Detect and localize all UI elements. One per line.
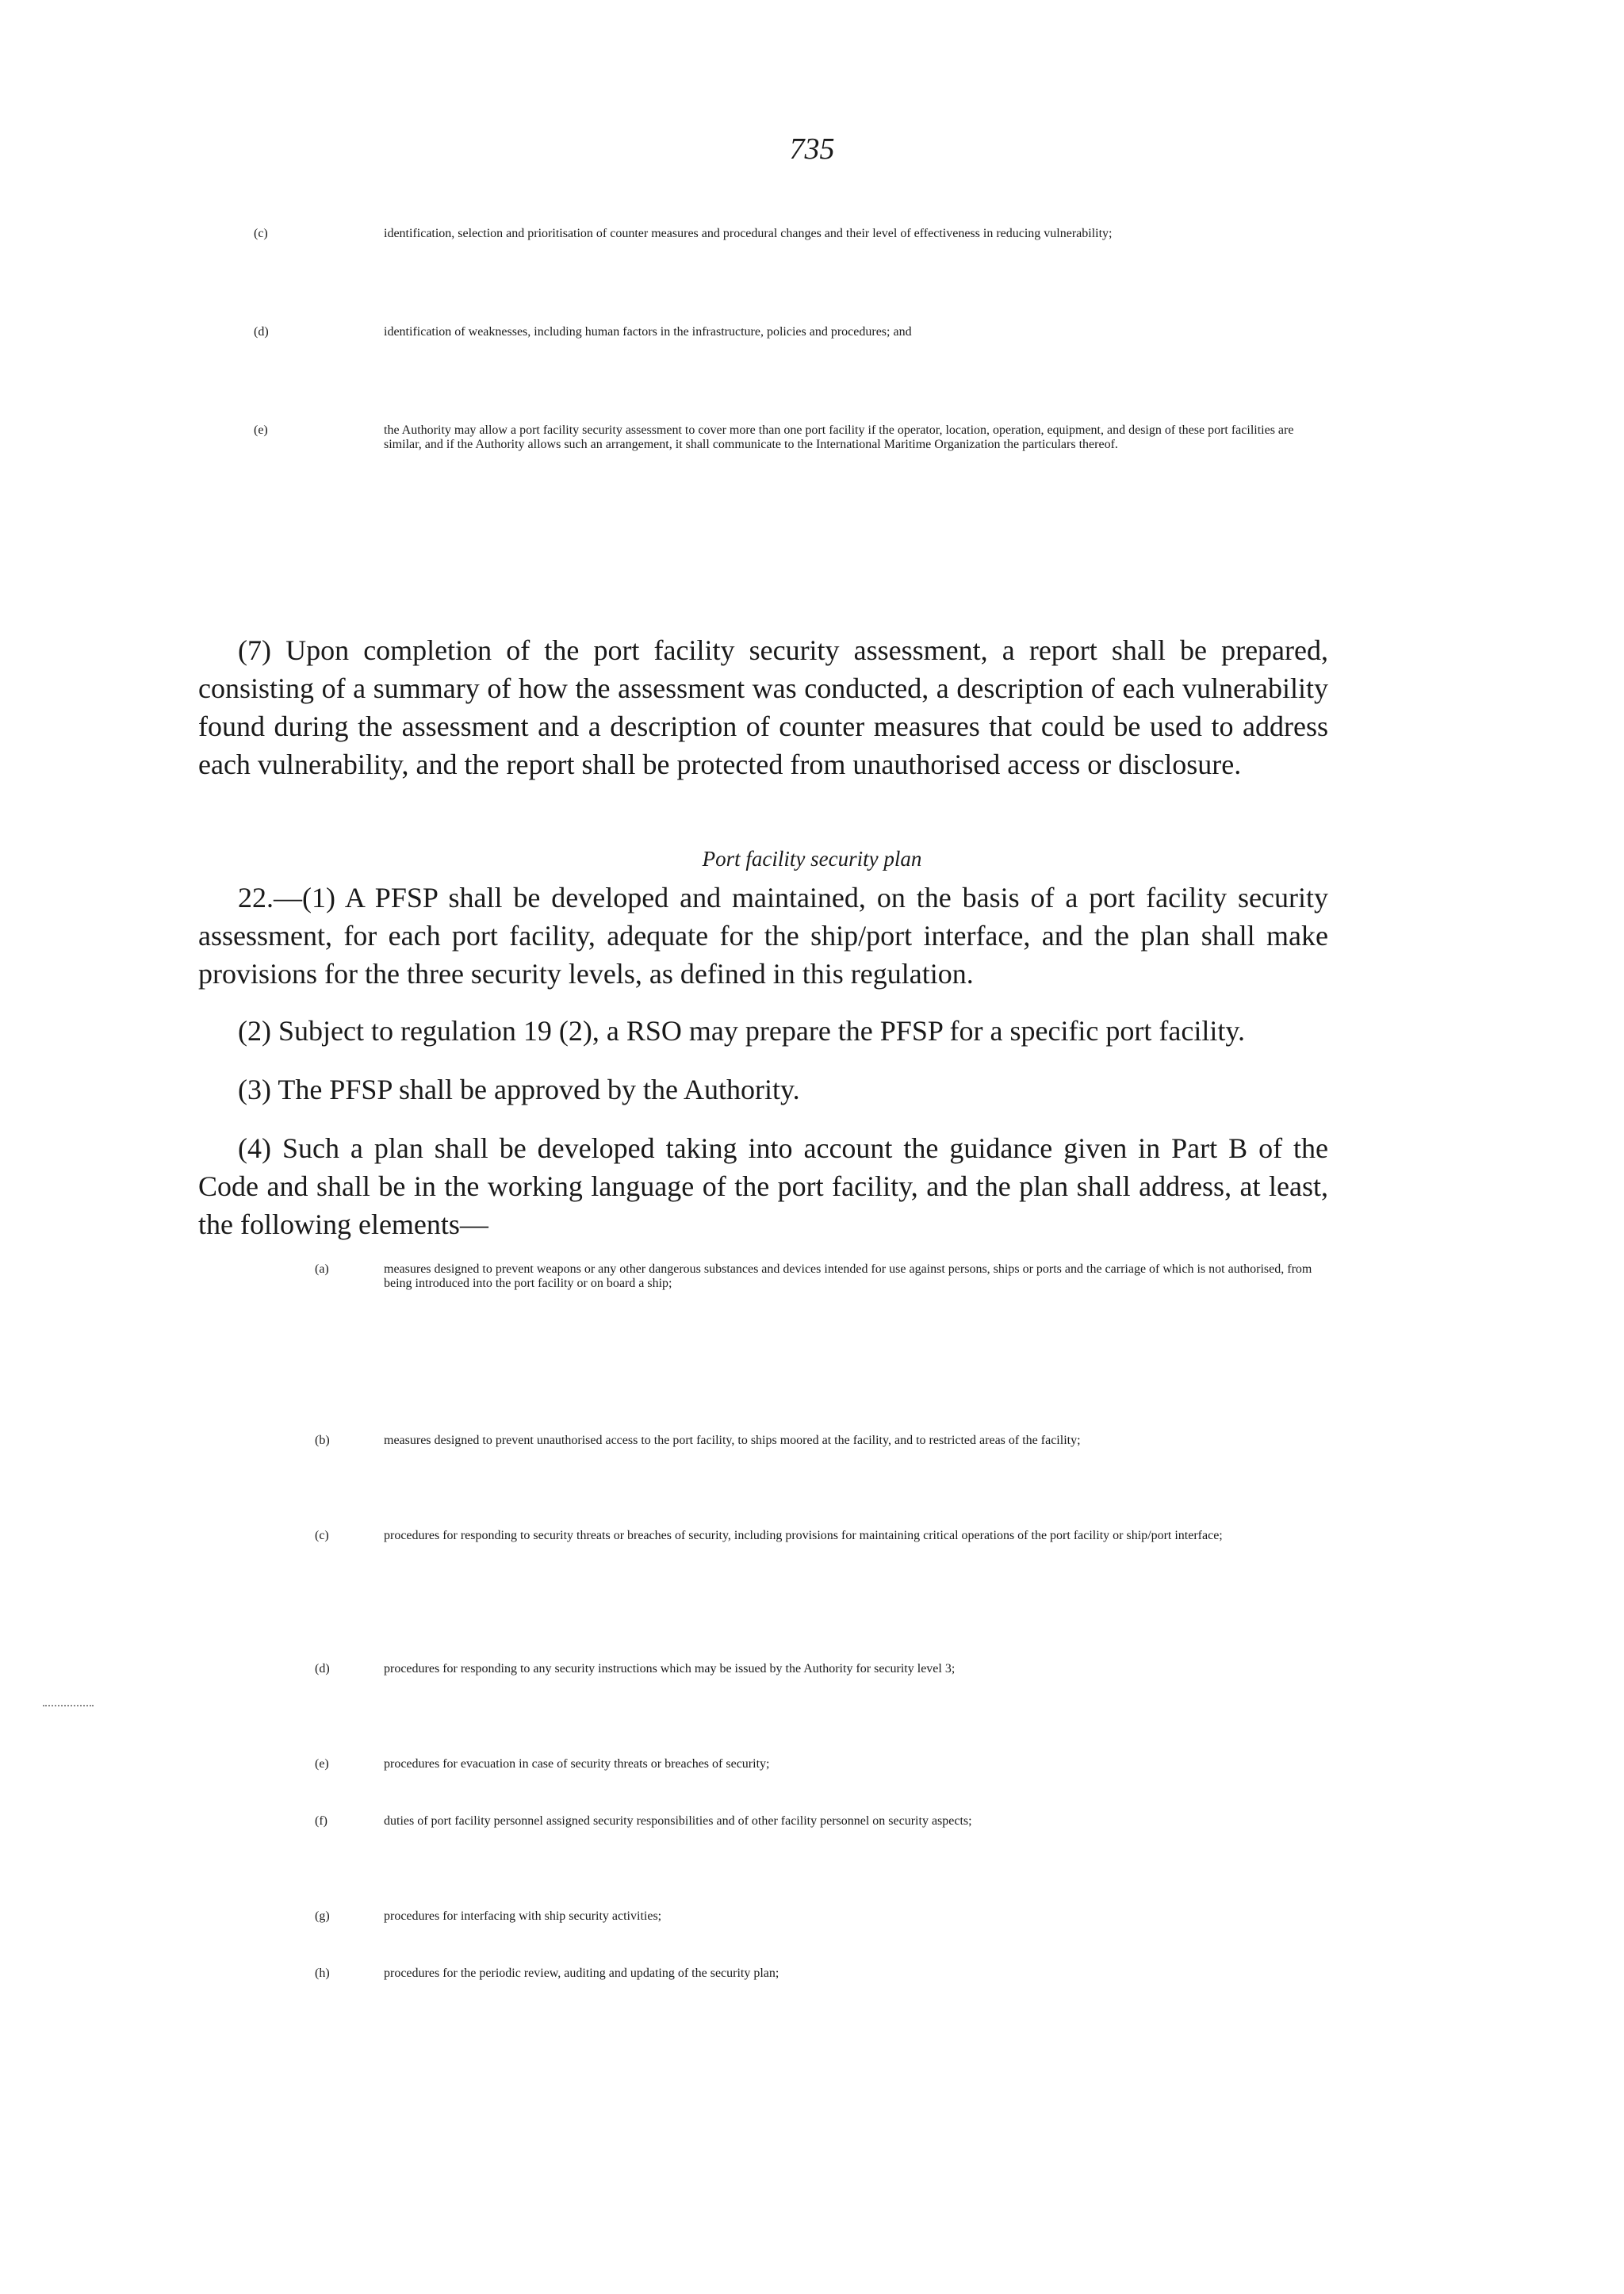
paragraph-22-4: (4) Such a plan shall be developed taking into account the guidance given in Part B of the Code and shall be in the working language of the port facility, and the plan shall address, at least, the following elements— bbox=[198, 1132, 1328, 1240]
list-item-text: procedures for responding to any security instructions which may be issued by the Authority for security level 3; bbox=[384, 1662, 956, 1676]
list-item-text: procedures for interfacing with ship security activities; bbox=[384, 1909, 662, 1923]
list-item-label: (c) bbox=[315, 1529, 329, 1542]
list-item-label: (b) bbox=[315, 1434, 330, 1447]
list-item-text: duties of port facility personnel assigned security responsibilities and of other facility personnel on security aspects; bbox=[384, 1814, 972, 1828]
list-item-label: (e) bbox=[254, 423, 268, 437]
paragraph-22-2: (2) Subject to regulation 19 (2), a RSO may prepare the PFSP for a specific port facility. bbox=[238, 1015, 1246, 1047]
list-item-label: (h) bbox=[315, 1967, 330, 1980]
paragraph-22-1: 22.—(1) A PFSP shall be developed and maintained, on the basis of a port facility security assessment, for each port facility, adequate for the ship/port interface, and the plan shall make provisions for the three security levels, as defined in this regulation. bbox=[198, 882, 1328, 990]
list-item-text: measures designed to prevent unauthorised access to the port facility, to ships moored at the facility, and to restricted areas of the facility; bbox=[384, 1434, 1081, 1447]
page-number: 735 bbox=[789, 132, 835, 166]
list-item-label: (f) bbox=[315, 1814, 327, 1828]
list-item-text: measures designed to prevent weapons or any other dangerous substances and devices intended for use against persons, ships or ports and the carriage of which is not authorised, from being introduced into the port facility or on board a ship; bbox=[384, 1262, 1312, 1290]
list-item-text: procedures for responding to security threats or breaches of security, including provisions for maintaining critical operations of the port facility or ship/port interface; bbox=[384, 1529, 1223, 1542]
list-item-label: (a) bbox=[315, 1262, 329, 1276]
list-item-text: procedures for evacuation in case of security threats or breaches of security; bbox=[384, 1757, 770, 1771]
list-item-text: identification of weaknesses, including human factors in the infrastructure, policies and procedures; and bbox=[384, 325, 912, 339]
list-item-label: (e) bbox=[315, 1757, 329, 1771]
list-item-label: (g) bbox=[315, 1909, 330, 1923]
margin-mark bbox=[43, 1705, 94, 1706]
list-item-text: procedures for the periodic review, auditing and updating of the security plan; bbox=[384, 1967, 779, 1980]
paragraph-7: (7) Upon completion of the port facility security assessment, a report shall be prepared, consisting of a summary of how the assessment was conducted, a description of each vulnerability found during the assessment and a description of counter measures that could be used to address each vulnerability, and the report shall be protected from unauthorised access or disclosure. bbox=[198, 634, 1328, 780]
paragraph-22-3: (3) The PFSP shall be approved by the Authority. bbox=[238, 1074, 800, 1105]
list-item-label: (d) bbox=[254, 325, 269, 339]
list-item-text: the Authority may allow a port facility security assessment to cover more than one port facility if the operator, location, operation, equipment, and design of these port facilities are similar, and if the Authority allows such an arrangement, it shall communicate to the International Maritime Organization the particulars thereof. bbox=[384, 423, 1294, 451]
list-item-label: (c) bbox=[254, 227, 268, 240]
list-item-text: identification, selection and prioritisation of counter measures and procedural changes and their level of effectiveness in reducing vulnerability; bbox=[384, 227, 1113, 240]
list-item-label: (d) bbox=[315, 1662, 330, 1676]
section-heading: Port facility security plan bbox=[702, 847, 922, 871]
